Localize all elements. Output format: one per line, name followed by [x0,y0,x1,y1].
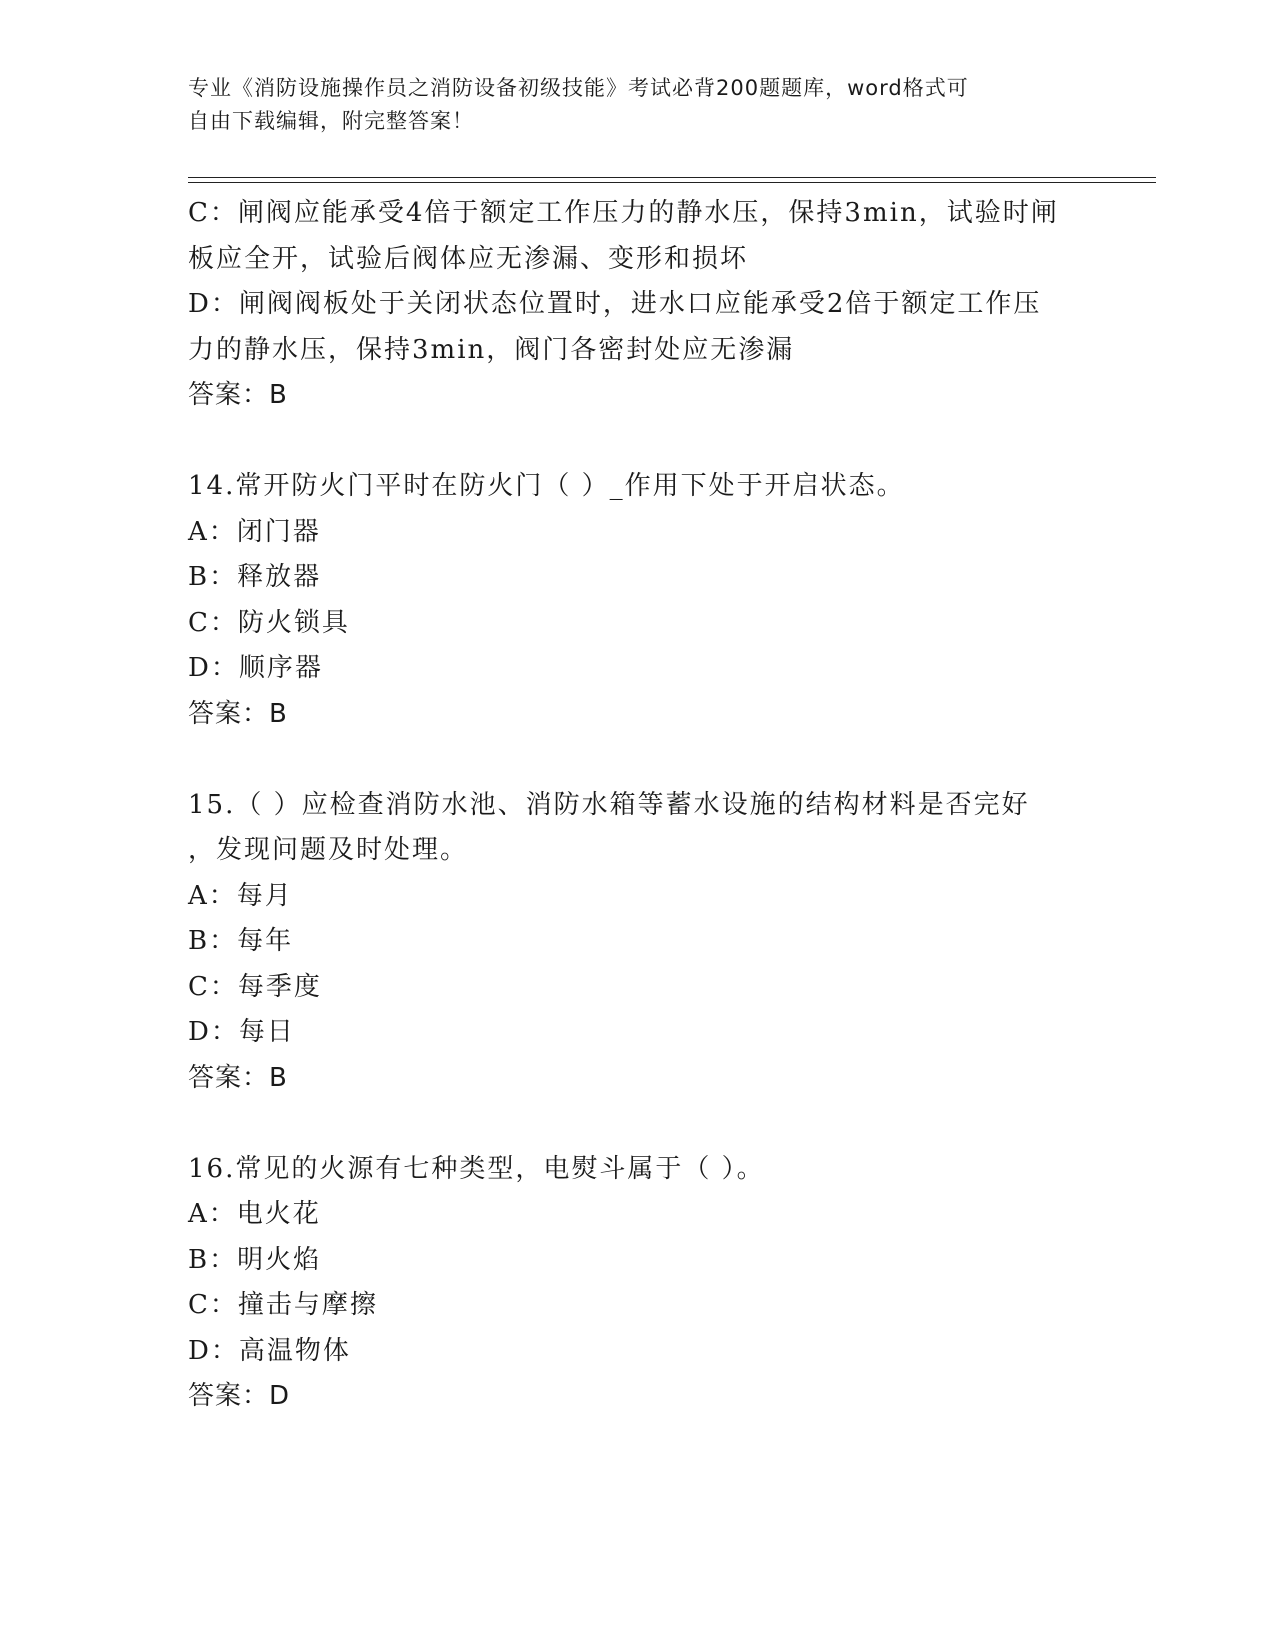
answer: 答案：B [188,1062,288,1093]
option-b: B：明火焰 [188,1244,322,1275]
option-a: A：每月 [188,880,293,911]
option-c: C：每季度 [188,971,322,1002]
header-line-1: 专业《消防设施操作员之消防设备初级技能》考试必背200题题库，word格式可 [188,76,969,100]
answer: 答案：D [188,1381,291,1411]
question-14 [188,464,1088,737]
spacer [188,1101,1088,1147]
option-c: C：防火锁具 [188,607,350,638]
option-a: A：电火花 [188,1199,321,1229]
option-d: D：每日 [188,1017,295,1047]
question-15 [188,783,1088,1102]
spacer [188,419,1088,465]
header-line-2: 自由下载编辑，附完整答案！ [188,109,474,133]
option-c-line-1: C：闸阀应能承受4倍于额定工作压力的静水压，保持3min，试验时闸 [188,198,1059,228]
document-header [188,72,1088,138]
option-b: B：释放器 [188,562,322,592]
spacer [188,737,1088,783]
option-a: A：闭门器 [188,516,321,547]
question-16 [188,1147,1088,1420]
answer: 答案：B [188,698,288,729]
question-stem: 16.常见的火源有七种类型，电熨斗属于（ ）。 [188,1153,765,1184]
option-b: B：每年 [188,926,294,956]
option-d-line-2: 力的静水压，保持3min，阀门各密封处应无渗漏 [188,334,795,365]
question-list [188,191,1088,1420]
question-stem-continued: ，发现问题及时处理。 [188,835,469,865]
option-d-line-1: D：闸阀阀板处于关闭状态位置时，进水口应能承受2倍于额定工作压 [188,289,1042,319]
question-stem: 14.常开防火门平时在防火门（ ）_作用下处于开启状态。 [188,471,905,501]
option-d: D：顺序器 [188,653,323,683]
header-divider-top [188,177,1156,178]
answer: 答案：B [188,380,288,410]
option-c-line-2: 板应全开，试验后阀体应无渗漏、变形和损坏 [188,243,749,274]
option-d: D：高温物体 [188,1335,351,1366]
question-13-tail [188,191,1088,419]
option-c: C：撞击与摩擦 [188,1290,378,1320]
question-stem: 15.（ ）应检查消防水池、消防水箱等蓄水设施的结构材料是否完好 [188,789,1030,820]
header-divider-bottom [188,182,1156,183]
